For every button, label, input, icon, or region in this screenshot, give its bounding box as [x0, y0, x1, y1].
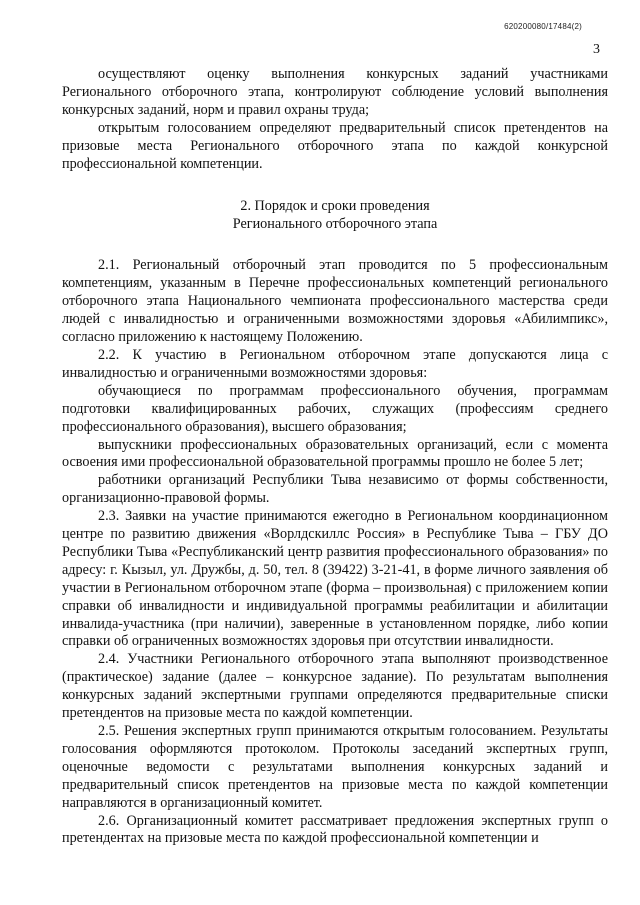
intro-paragraph-2: открытым голосованием определяют предварительный список претендентов на призовые места Регионального отборочного этапа по каждой конкурсной профессиональной компетенции. — [62, 119, 608, 172]
document-code: 620200080/17484(2) — [504, 22, 582, 31]
paragraph-2-1: 2.1. Региональный отборочный этап проводится по 5 профессиональным компетенциям, указанным в Перечне профессиональных компетенций регионального отборочного этапа Национального чемпионата профессионального мастерства среди людей с инвалидностью и ограниченными возможностями здоровья «Абилимпикс», согласно приложению к настоящему Положению. — [62, 257, 608, 346]
paragraph-2-6: 2.6. Организационный комитет рассматривает предложения экспертных групп о претендентах на призовые места по каждой профессиональной компетенции и — [62, 812, 608, 847]
paragraph-2-4: 2.4. Участники Регионального отборочного этапа выполняют производственное (практическое) задание (далее – конкурсное задание). По результатам выполнения конкурсных заданий экспертными группами определяются предварительные списки претендентов на призовые места по каждой компетенции. — [62, 651, 608, 722]
list-item-graduates: выпускники профессиональных образовательных организаций, если с момента освоения ими профессиональной образовательной программы прошло не более 5 лет; — [62, 436, 608, 471]
section-heading-line-2: Регионального отборочного этапа — [232, 216, 438, 233]
paragraph-2-2: 2.2. К участию в Региональном отборочном этапе допускаются лица с инвалидностью и ограниченными возможностями здоровья: — [62, 346, 608, 381]
document-body — [62, 66, 608, 848]
list-item-workers: работники организаций Республики Тыва независимо от формы собственности, организационно-правовой формы. — [62, 472, 608, 507]
page-number: 3 — [593, 42, 600, 57]
intro-paragraph-1: осуществляют оценку выполнения конкурсных заданий участниками Регионального отборочного этапа, контролируют соблюдение условий выполнения конкурсных заданий, норм и правил охраны труда; — [62, 66, 608, 118]
list-item-students: обучающиеся по программам профессионального обучения, программам подготовки квалифицированных рабочих, служащих (профессиям среднего профессионального образования), высшего образования; — [62, 382, 608, 435]
section-heading — [62, 197, 608, 233]
paragraph-2-5: 2.5. Решения экспертных групп принимаются открытым голосованием. Результаты голосования оформляются протоколом. Протоколы заседаний экспертных групп, оценочные ведомости с результатами выполнения конкурсных заданий и предварительный список претендентов на призовые места по каждой компетенции направляются в организационный комитет. — [62, 723, 608, 811]
section-heading-line-1: 2. Порядок и сроки проведения — [240, 198, 430, 215]
paragraph-2-3: 2.3. Заявки на участие принимаются ежегодно в Региональном координационном центре по развитию движения «Ворлдскиллс Россия» в Республике Тыва – ГБУ ДО Республики Тыва «Республиканский центр развития профессионального образования» по адресу: г. Кызыл, ул. Дружбы, д. 50, тел. 8 (39422) 3-21-41, в форме личного заявления об участии в Региональном отборочном этапе (форма – произвольная) с приложением копии справки об инвалидности и индивидуальной программы реабилитации и абилитации инвалида-участника (при наличии), заверенные в установленном порядке, либо копии справки об ограниченных возможностях здоровья при отсутствии инвалидности. — [62, 508, 608, 650]
